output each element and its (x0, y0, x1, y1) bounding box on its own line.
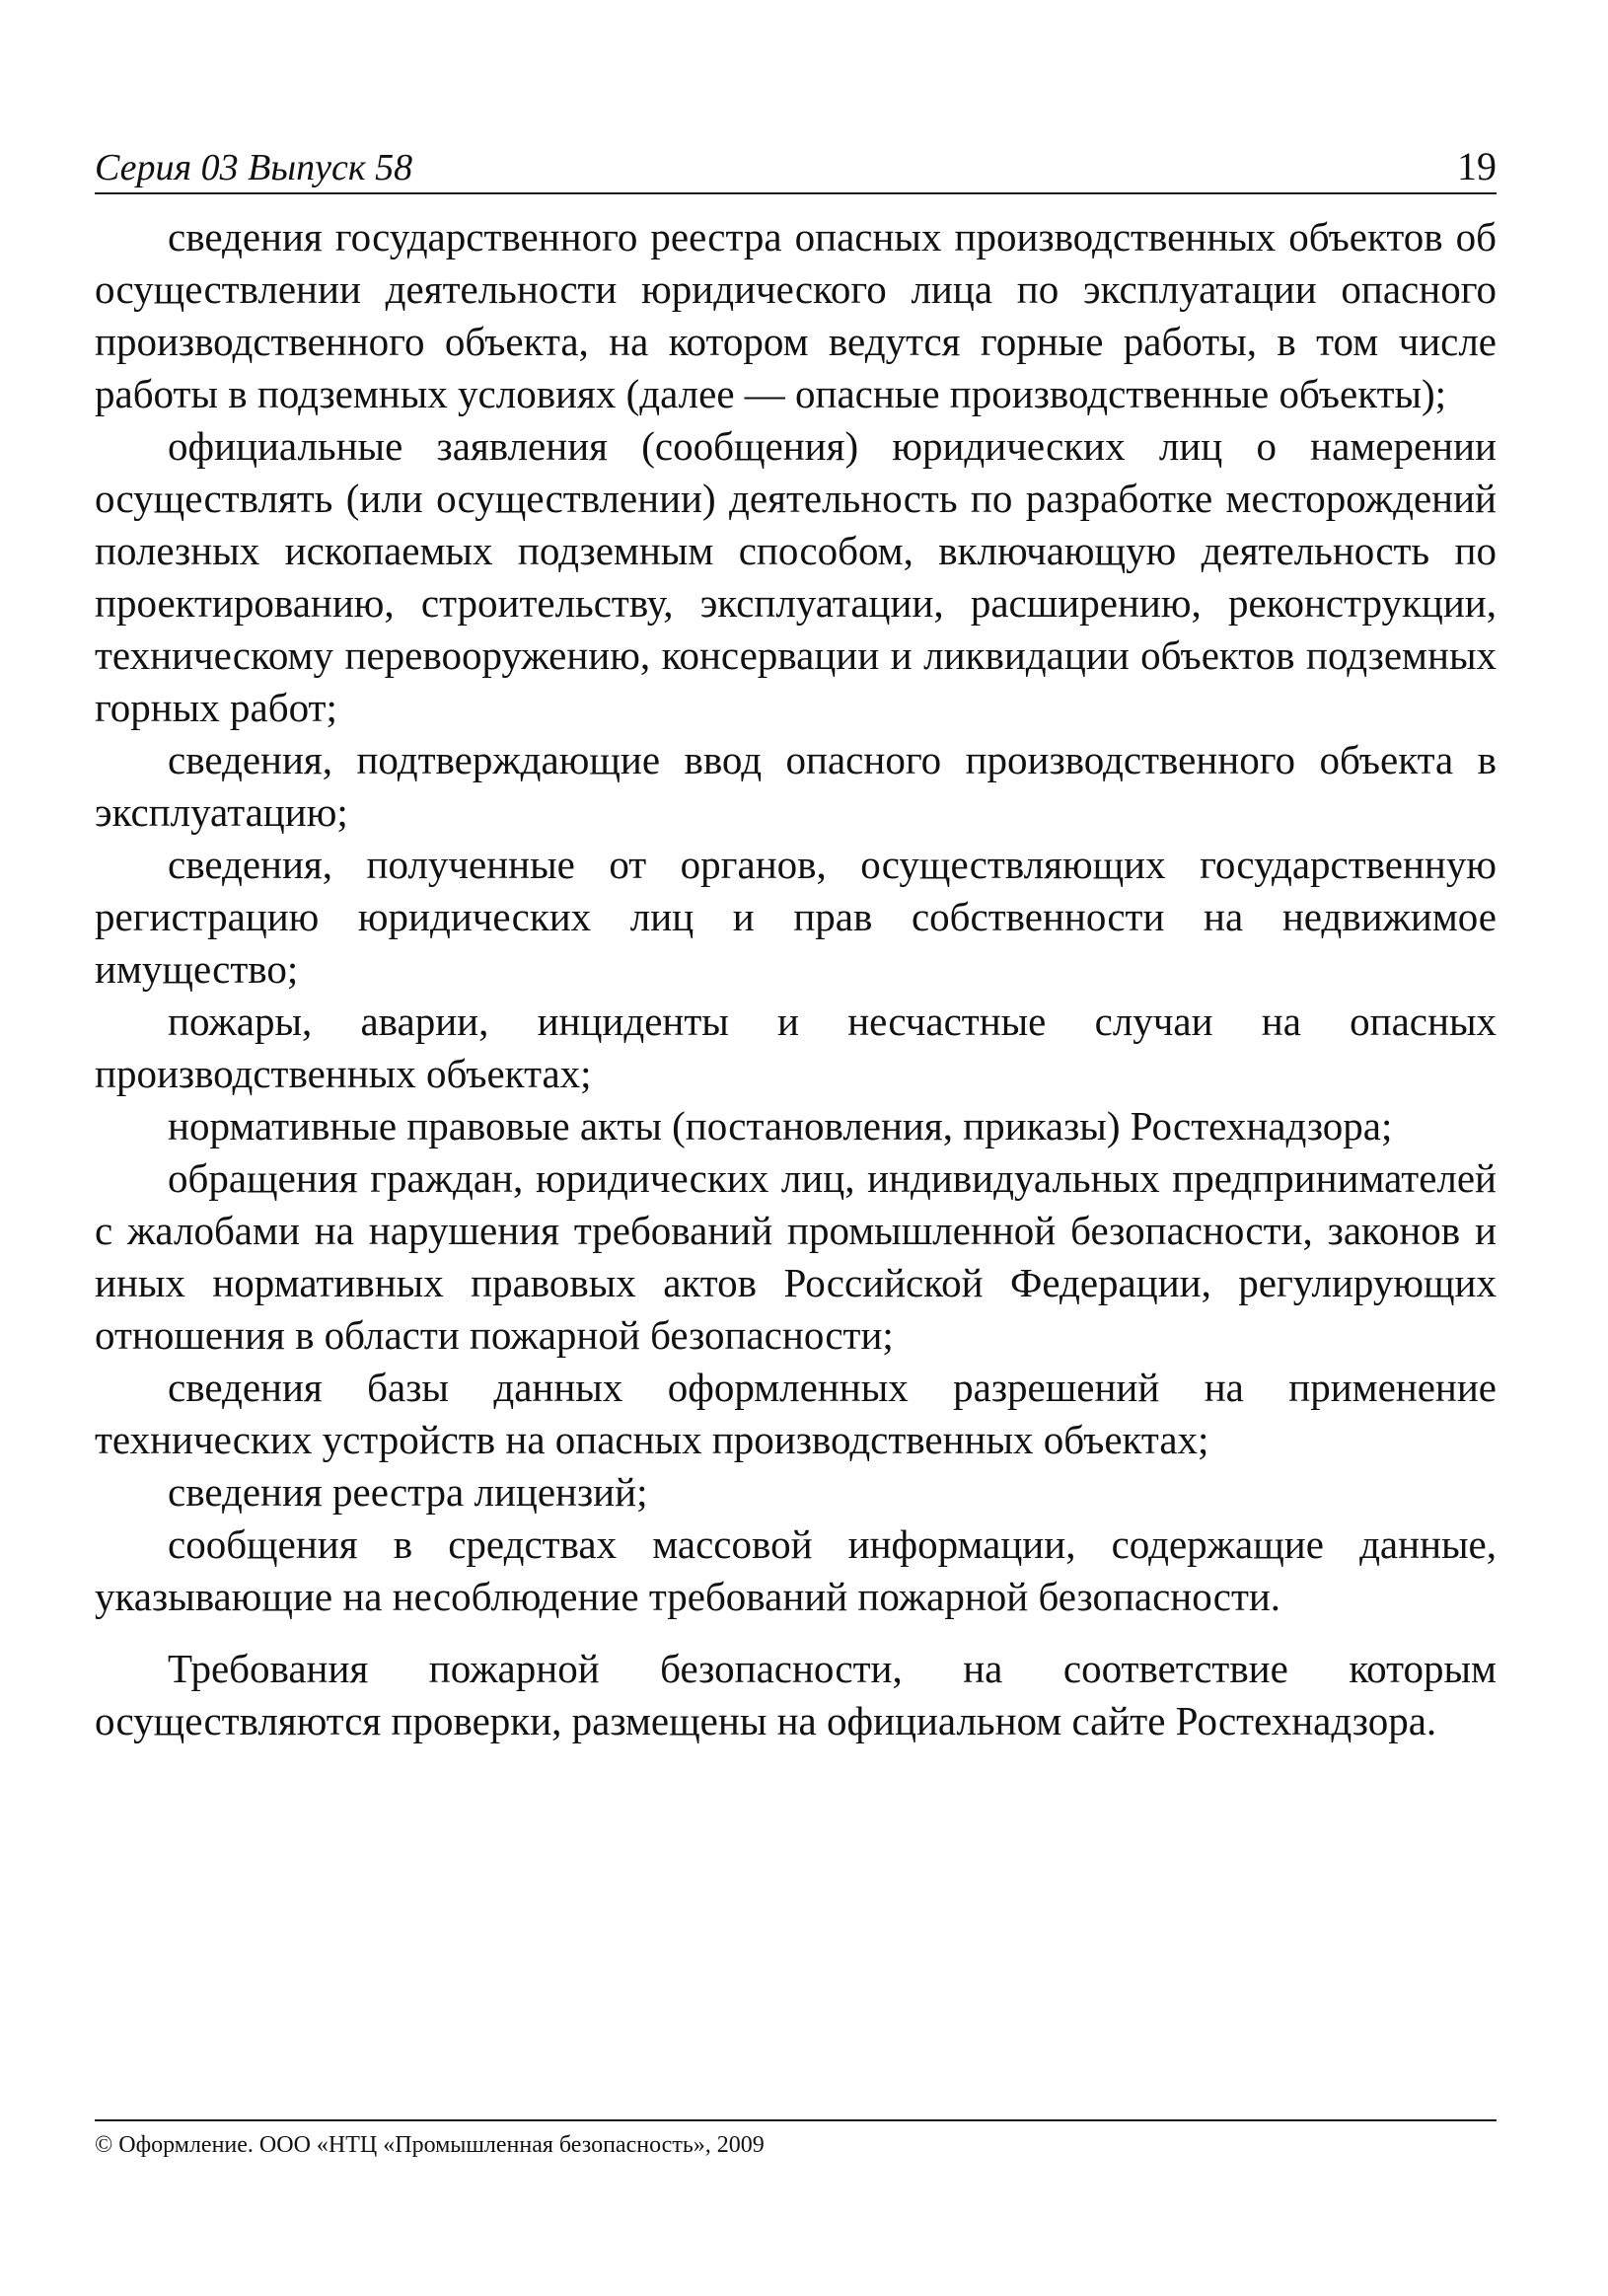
series-label: Серия 03 Выпуск 58 (95, 147, 413, 188)
paragraph: обращения граждан, юридических лиц, индивидуальных предпринимателей с жалобами на нарушения требований промышленной безопасности, законов и иных нормативных правовых актов Российской Федерации, регулирующих отношения в области пожарной безопасности; (95, 1155, 1497, 1358)
paragraph: нормативные правовые акты (постановления, приказы) Ростехнадзора; (168, 1103, 1393, 1148)
paragraph: пожары, аварии, инциденты и несчастные случаи на опасных производственных объектах; (95, 999, 1497, 1096)
paragraph: сообщения в средствах массовой информации, содержащие данные, указывающие на несоблюдение требований пожарной безопасности. (95, 1521, 1497, 1619)
paragraph: сведения, подтверждающие ввод опасного производственного объекта в эксплуатацию; (95, 737, 1497, 835)
paragraph: официальные заявления (сообщения) юридических лиц о намерении осуществлять (или осуществлении) деятельность по разработке месторождений полезных ископаемых подземным способом, включающую деятельность по проектированию, строительству, эксплуатации, расширению, реконструкции, техническому перевооружению, консервации и ликвидации объектов подземных горных работ; (95, 423, 1497, 730)
copyright-note: © Оформление. ООО «НТЦ «Промышленная безопасность», 2009 (95, 2132, 765, 2158)
body-text (95, 211, 1497, 1747)
paragraph: сведения государственного реестра опасных производственных объектов об осуществлении деятельности юридического лица по эксплуатации опасного производственного объекта, на котором ведутся горные работы, в том числе работы в подземных условиях (далее — опасные производственные объекты); (95, 214, 1497, 416)
footer-rule (95, 2119, 1497, 2121)
page-header (95, 143, 1497, 194)
paragraph: сведения базы данных оформленных разрешений на применение технических устройств на опасных производственных объектах; (95, 1365, 1497, 1462)
paragraph: Требования пожарной безопасности, на соответствие которым осуществляются проверки, размещены на официальном сайте Ростехнадзора. (95, 1646, 1497, 1743)
paragraph: сведения, полученные от органов, осуществляющих государственную регистрацию юридических лиц и прав собственности на недвижимое имущество; (95, 842, 1497, 992)
paragraph: сведения реестра лицензий; (168, 1469, 648, 1515)
page-number: 19 (1457, 144, 1497, 188)
